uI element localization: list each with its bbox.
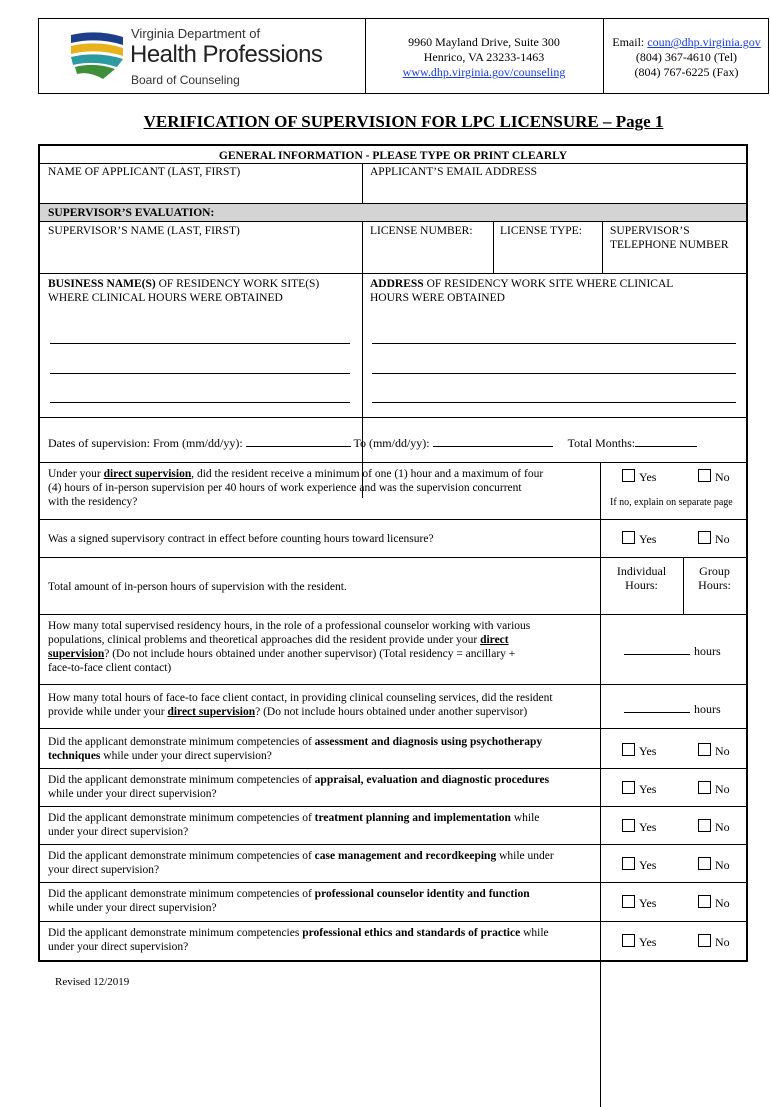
- competency-counselor-identity: Did the applicant demonstrate minimum competencies of professional counselor identity and function while under your direct supervision?: [48, 888, 530, 914]
- competency-treatment-planning: Did the applicant demonstrate minimum competencies of treatment planning and implementation while under your direct supervision?: [48, 812, 540, 838]
- q1-no-checkbox[interactable]: No: [698, 469, 730, 485]
- c3-yes-checkbox[interactable]: Yes: [622, 819, 656, 835]
- c1-yes-checkbox[interactable]: Yes: [622, 743, 656, 759]
- competency-case-management: Did the applicant demonstrate minimum competencies of case management and recordkeeping while under your direct supervision?: [48, 850, 554, 876]
- competency-ethics: Did the applicant demonstrate minimum competencies professional ethics and standards of practice while under your direct supervision?: [48, 927, 549, 953]
- license-number-label[interactable]: LICENSE NUMBER:: [370, 225, 473, 237]
- competency-appraisal: Did the applicant demonstrate minimum competencies of appraisal, evaluation and diagnostic procedures while under your direct supervision?: [48, 774, 550, 800]
- dhp-logo: [39, 19, 365, 95]
- revision-date: Revised 12/2019: [55, 976, 130, 988]
- logo-mark-icon: [67, 27, 127, 81]
- c5-no-checkbox[interactable]: No: [698, 895, 730, 911]
- supervisor-name-label[interactable]: SUPERVISOR’S NAME (LAST, FIRST): [48, 225, 240, 237]
- worksite-address-label[interactable]: ADDRESS OF RESIDENCY WORK SITE WHERE CLINICAL HOURS WERE OBTAINED: [370, 278, 674, 304]
- org-line1: Virginia Department of: [131, 26, 261, 41]
- business-line-3[interactable]: [50, 402, 350, 403]
- c5-yes-checkbox[interactable]: Yes: [622, 895, 656, 911]
- address-block: [365, 19, 603, 95]
- letterhead: [38, 18, 769, 94]
- tel: (804) 367-4610 (Tel): [635, 50, 738, 64]
- total-months-field[interactable]: [635, 435, 697, 447]
- q2-yes-checkbox[interactable]: Yes: [622, 531, 656, 547]
- website-link[interactable]: www.dhp.virginia.gov/counseling: [402, 65, 566, 79]
- fax: (804) 767-6225 (Fax): [634, 65, 739, 79]
- address-line-2[interactable]: [372, 373, 736, 374]
- competency-assessment: Did the applicant demonstrate minimum competencies of assessment and diagnosis using psychotherapy techniques while under your direct supervision?: [48, 736, 543, 762]
- q1-explain-note: If no, explain on separate page: [610, 497, 733, 508]
- general-heading: GENERAL INFORMATION - PLEASE TYPE OR PRINT CLEARLY: [218, 150, 568, 162]
- c4-no-checkbox[interactable]: No: [698, 857, 730, 873]
- c6-no-checkbox[interactable]: No: [698, 934, 730, 950]
- c1-no-checkbox[interactable]: No: [698, 743, 730, 759]
- verification-form: [38, 144, 748, 962]
- supervisor-heading: SUPERVISOR’S EVALUATION:: [48, 207, 215, 219]
- question-inperson-hours: Total amount of in-person hours of supervision with the resident.: [48, 581, 347, 593]
- question-client-contact: How many total hours of face-to face client contact, in providing clinical counseling services, did the resident provide while under your direct supervision? (Do not include hours obtained under another supervisor): [48, 692, 553, 718]
- page-title: VERIFICATION OF SUPERVISION FOR LPC LICENSURE – Page 1: [143, 112, 664, 131]
- question-contract: Was a signed supervisory contract in effect before counting hours toward licensure?: [48, 533, 434, 545]
- residency-hours-field[interactable]: hours: [624, 644, 721, 659]
- c3-no-checkbox[interactable]: No: [698, 819, 730, 835]
- dates-row: [48, 435, 697, 450]
- to-label: To (mm/dd/yy):: [353, 436, 433, 450]
- org-line3: Board of Counseling: [131, 73, 240, 87]
- address-line1: 9960 Mayland Drive, Suite 300: [408, 35, 560, 49]
- c6-yes-checkbox[interactable]: Yes: [622, 934, 656, 950]
- c2-yes-checkbox[interactable]: Yes: [622, 781, 656, 797]
- business-name-label[interactable]: BUSINESS NAME(S) OF RESIDENCY WORK SITE(S) WHERE CLINICAL HOURS WERE OBTAINED: [48, 278, 320, 304]
- group-hours-field[interactable]: Group Hours:: [698, 564, 731, 592]
- question-residency-hours: How many total supervised residency hours, in the role of a professional counselor working with various populations, clinical problems and theoretical approaches did the resident provide under your direct supervision? (Do not include hours obtained under another supervisor) (Total residency = ancillary + face-to-face client contact): [48, 620, 531, 674]
- license-type-label[interactable]: LICENSE TYPE:: [500, 225, 582, 237]
- address-line2: Henrico, VA 23233-1463: [423, 50, 545, 64]
- address-line-3[interactable]: [372, 402, 736, 403]
- question-direct-supervision: Under your direct supervision, did the resident receive a minimum of one (1) hour and a maximum of four (4) hours of in-person supervision per 40 hours of work experience and was the supervision concurrent with the residency?: [48, 468, 544, 508]
- business-line-1[interactable]: [50, 343, 350, 344]
- c4-yes-checkbox[interactable]: Yes: [622, 857, 656, 873]
- org-line2: Health Professions: [130, 41, 323, 68]
- q2-no-checkbox[interactable]: No: [698, 531, 730, 547]
- individual-hours-field[interactable]: Individual Hours:: [616, 564, 667, 592]
- business-line-2[interactable]: [50, 373, 350, 374]
- to-date-field[interactable]: [433, 435, 553, 447]
- applicant-name-label[interactable]: NAME OF APPLICANT (LAST, FIRST): [48, 166, 241, 178]
- address-line-1[interactable]: [372, 343, 736, 344]
- supervisor-phone-label[interactable]: SUPERVISOR’S TELEPHONE NUMBER: [610, 225, 729, 251]
- applicant-email-label[interactable]: APPLICANT’S EMAIL ADDRESS: [370, 166, 537, 178]
- q1-yes-checkbox[interactable]: Yes: [622, 469, 656, 485]
- client-contact-hours-field[interactable]: hours: [624, 702, 721, 717]
- from-date-field[interactable]: [246, 435, 351, 447]
- total-months-label: Total Months:: [567, 436, 636, 450]
- c2-no-checkbox[interactable]: No: [698, 781, 730, 797]
- email-link[interactable]: coun@dhp.virginia.gov: [647, 35, 761, 49]
- contact-block: [603, 19, 770, 95]
- from-label: Dates of supervision: From (mm/dd/yy):: [48, 436, 246, 450]
- email-label: Email:: [612, 35, 648, 49]
